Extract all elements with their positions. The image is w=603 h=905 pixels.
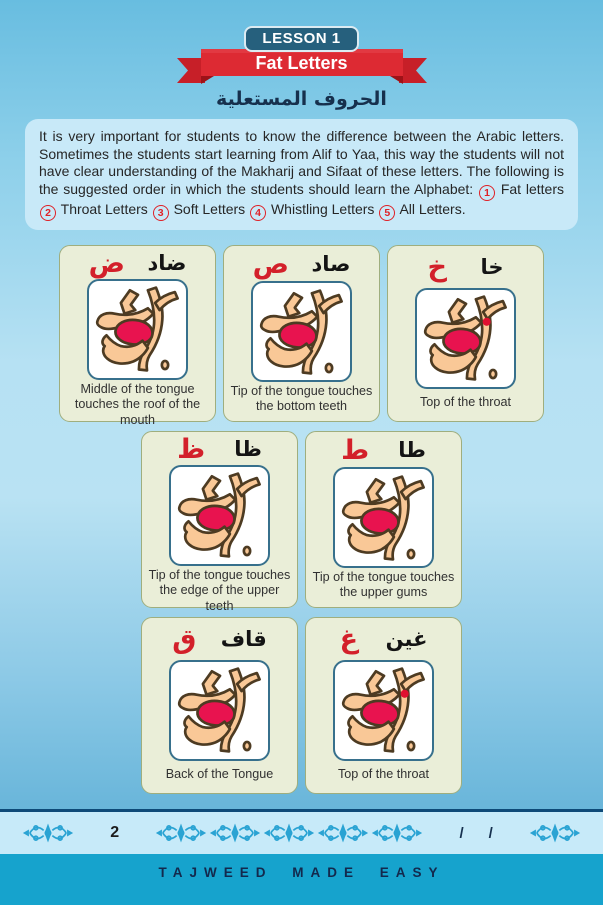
letter-card — [387, 245, 544, 422]
arabic-letter-name: قاف — [220, 627, 267, 652]
arabic-letter: غ — [339, 624, 359, 656]
footer-title-band — [0, 854, 603, 905]
mouth-diagram — [333, 660, 434, 761]
arabic-letter-name: غين — [385, 627, 428, 652]
mouth-diagram — [169, 465, 270, 566]
makhraj-description: Back of the Tongue — [165, 767, 274, 782]
card-title — [148, 622, 291, 658]
ornament-flourish-icon — [317, 820, 369, 846]
letter-card — [305, 617, 462, 794]
mouth-cross-section-icon — [339, 665, 429, 755]
mouth-diagram — [169, 660, 270, 761]
makhraj-description: Tip of the tongue touches the edge of the upper teeth — [148, 567, 291, 613]
card-title — [148, 433, 291, 465]
mouth-cross-section-icon — [93, 284, 183, 374]
makhraj-description: Middle of the tongue touches the roof of the mouth — [74, 381, 201, 427]
title-ribbon — [177, 49, 427, 86]
mouth-diagram — [415, 288, 516, 389]
card-title — [312, 622, 455, 658]
circled-number: 4 — [250, 205, 266, 221]
letter-card — [305, 431, 462, 608]
arabic-title: الحروف المستعلية — [216, 88, 387, 110]
mouth-cross-section-icon — [175, 665, 265, 755]
ornament-flourish-icon — [263, 820, 315, 846]
page-number: 2 — [110, 824, 120, 841]
ornament-flourish-row — [155, 820, 423, 846]
letter-cards-section — [0, 245, 603, 794]
letter-card — [141, 431, 298, 613]
mouth-diagram — [251, 281, 352, 382]
arabic-letter: ط — [341, 434, 370, 466]
circled-number: 1 — [479, 185, 495, 201]
card-title — [66, 247, 209, 279]
mouth-diagram — [87, 279, 188, 380]
circled-number: 3 — [153, 205, 169, 221]
card-title — [394, 250, 537, 286]
circled-number: 5 — [379, 205, 395, 221]
intro-paragraph: It is very important for students to know the difference between the Arabic letters. Sometimes the students start learning from Alif to Yaa, this way the students will not have clear understanding of the Makharij and Sifaat of these letters. The following is the suggested order in which the students should learn the Alphabet: 1 Fat letters 2 Throat Letters 3 Soft Letters 4 Whistling Letters 5 All Letters. — [39, 128, 564, 219]
letter-card — [223, 245, 380, 422]
page-header — [0, 0, 603, 110]
ornament-flourish-icon — [22, 820, 74, 846]
ornament-flourish-icon — [22, 820, 74, 846]
footer-band — [0, 812, 603, 854]
arabic-letter: خ — [427, 252, 447, 284]
mouth-cross-section-icon — [339, 473, 429, 563]
makhraj-description: Top of the throat — [337, 767, 429, 782]
arabic-letter: ظ — [177, 433, 206, 465]
arabic-letter-name: طا — [398, 437, 426, 462]
mouth-cross-section-icon — [421, 293, 511, 383]
ornament-flourish-icon — [529, 820, 581, 846]
circled-number: 2 — [40, 205, 56, 221]
mouth-diagram — [333, 467, 434, 568]
book-title: TAJWEED MADE EASY — [158, 865, 445, 880]
page-footer — [0, 809, 603, 905]
arabic-letter-name: خا — [480, 255, 504, 280]
arabic-letter: ض — [88, 247, 125, 279]
lesson-badge: LESSON 1 — [244, 26, 358, 52]
card-row-3 — [0, 617, 603, 794]
arabic-letter-name: صاد — [311, 251, 351, 276]
card-row-1 — [0, 245, 603, 427]
card-title — [312, 436, 455, 465]
mouth-cross-section-icon — [257, 287, 347, 377]
mouth-cross-section-icon — [175, 470, 265, 560]
letter-card — [59, 245, 216, 427]
arabic-letter: ص — [252, 248, 289, 280]
ornament-flourish-icon — [371, 820, 423, 846]
letter-card — [141, 617, 298, 794]
ornament-flourish-icon — [529, 820, 581, 846]
ornament-flourish-icon — [209, 820, 261, 846]
arabic-letter-name: ظا — [234, 436, 262, 461]
arabic-letter: ق — [172, 624, 197, 656]
makhraj-description: Tip of the tongue touches the upper gums — [312, 570, 455, 600]
date-slashes: / / — [459, 824, 493, 842]
arabic-letter-name: ضاد — [147, 250, 187, 275]
card-title — [230, 250, 373, 279]
page-title: Fat Letters — [255, 53, 348, 73]
ornament-flourish-icon — [155, 820, 207, 846]
makhraj-description: Top of the throat — [419, 395, 511, 410]
card-row-2 — [0, 431, 603, 613]
intro-box — [25, 119, 578, 230]
makhraj-description: Tip of the tongue touches the bottom teeth — [230, 384, 373, 414]
